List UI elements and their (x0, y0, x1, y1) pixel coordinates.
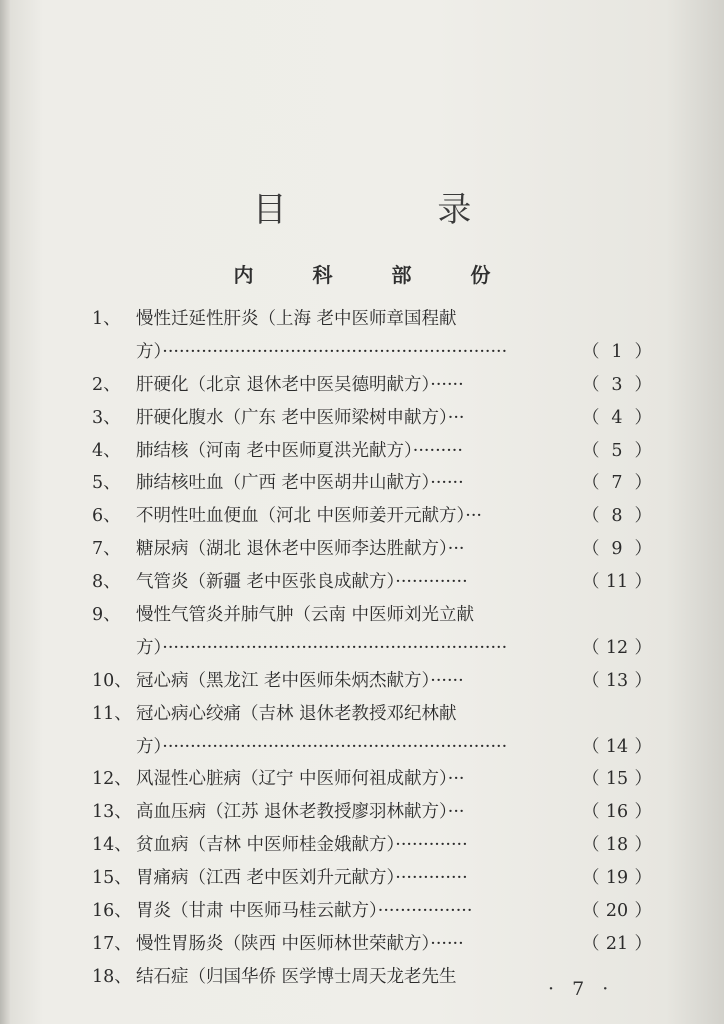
toc-entry-line (92, 895, 652, 928)
toc-entry-line (92, 665, 652, 698)
toc-entry-line (92, 731, 652, 764)
toc-entry-page: （ 21 ） (582, 933, 652, 954)
toc-entry-line (92, 402, 652, 435)
toc-entry-text: 糖尿病（湖北 退休老中医师李达胜献方）··· (136, 539, 465, 560)
toc-entry-number: 6、 (92, 506, 121, 527)
toc-entry-text: 慢性气管炎并肺气肿（云南 中医师刘光立献 (136, 605, 475, 626)
toc-entry-line (92, 928, 652, 961)
toc-entry-page: （ 16 ） (582, 802, 652, 823)
table-of-contents (92, 303, 652, 994)
toc-entry-number: 5、 (92, 473, 121, 494)
toc-entry-page: （ 14 ） (582, 736, 652, 757)
toc-entry-page: （ 18 ） (582, 835, 652, 856)
toc-entry-line (92, 500, 652, 533)
toc-entry-text: 结石症（归国华侨 医学博士周天龙老先生 (136, 966, 457, 987)
toc-entry-text: 肺结核吐血（广西 老中医胡井山献方）······ (136, 473, 464, 494)
toc-entry-text: 冠心病（黑龙江 老中医师朱炳杰献方）······ (136, 670, 464, 691)
toc-entry-number: 17、 (92, 933, 132, 954)
toc-entry-page: （ 8 ） (582, 506, 652, 527)
toc-entry-line (92, 435, 652, 468)
toc-entry-number: 12、 (92, 769, 132, 790)
toc-entry-line (92, 566, 652, 599)
toc-entry-page: （ 4 ） (582, 407, 652, 428)
toc-entry-page: （ 7 ） (582, 473, 652, 494)
toc-entry-number: 16、 (92, 901, 132, 922)
toc-entry-page: （ 9 ） (582, 539, 652, 560)
page-title: 目 录 (252, 190, 542, 230)
toc-entry-number: 4、 (92, 440, 121, 461)
toc-entry-page: （ 5 ） (582, 440, 652, 461)
toc-entry-line (92, 336, 652, 369)
toc-entry-text: 不明性吐血便血（河北 中医师姜开元献方）··· (136, 506, 482, 527)
toc-entry-page: （ 19 ） (582, 868, 652, 889)
toc-entry-text: 气管炎（新疆 老中医张良成献方）············· (136, 572, 468, 593)
toc-entry-number: 3、 (92, 407, 121, 428)
toc-entry-line (92, 369, 652, 402)
toc-entry-line (92, 533, 652, 566)
toc-entry-number: 11、 (92, 703, 132, 724)
toc-entry-page: （ 13 ） (582, 670, 652, 691)
toc-entry-text: 胃痛病（江西 老中医刘升元献方）············· (136, 868, 468, 889)
toc-entry-page: （ 11 ） (582, 572, 652, 593)
toc-entry-page: （ 1 ） (582, 341, 652, 362)
toc-entry-text: 方）······························································ (136, 341, 508, 362)
toc-entry-page: （ 12 ） (582, 637, 652, 658)
section-heading: 内 科 部 份 (233, 263, 517, 287)
toc-entry-line (92, 467, 652, 500)
toc-entry-text: 慢性迁延性肝炎（上海 老中医师章国程献 (136, 309, 457, 329)
toc-entry-line (92, 796, 652, 829)
toc-entry-line (92, 632, 652, 665)
toc-entry-number: 18、 (92, 966, 132, 987)
toc-entry-number: 13、 (92, 802, 132, 823)
toc-entry-line (92, 829, 652, 862)
toc-entry-number: 2、 (92, 374, 121, 395)
toc-entry-text: 方）······························································ (136, 736, 508, 757)
toc-entry-number: 15、 (92, 868, 132, 889)
toc-entry-line (92, 698, 652, 731)
toc-entry-number: 7、 (92, 539, 121, 560)
book-spine-shadow (0, 0, 10, 1024)
page-number: · 7 · (548, 978, 615, 1000)
toc-entry-number: 14、 (92, 835, 132, 856)
toc-entry-page: （ 3 ） (582, 374, 652, 395)
toc-entry-text: 高血压病（江苏 退休老教授廖羽林献方）··· (136, 802, 465, 823)
toc-entry-line (92, 862, 652, 895)
toc-entry-text: 贫血病（吉林 中医师桂金娥献方）············· (136, 835, 468, 856)
toc-entry-line (92, 303, 652, 336)
toc-entry-text: 肝硬化（北京 退休老中医吴德明献方）······ (136, 374, 464, 395)
toc-entry-line (92, 763, 652, 796)
toc-entry-text: 肺结核（河南 老中医师夏洪光献方）········· (136, 440, 463, 461)
toc-entry-text: 胃炎（甘肃 中医师马桂云献方）················· (136, 901, 473, 922)
toc-entry-page: （ 20 ） (582, 901, 652, 922)
toc-entry-text: 冠心病心绞痛（吉林 退休老教授邓纪林献 (136, 703, 457, 724)
toc-entry-text: 方）······························································ (136, 637, 508, 658)
toc-entry-number: 1、 (92, 309, 121, 329)
toc-entry-text: 肝硬化腹水（广东 老中医师梁树申献方）··· (136, 407, 465, 428)
toc-entry-text: 慢性胃肠炎（陕西 中医师林世荣献方）······ (136, 933, 464, 954)
toc-entry-line (92, 599, 652, 632)
toc-entry-number: 10、 (92, 670, 132, 691)
toc-entry-number: 9、 (92, 605, 121, 626)
toc-entry-number: 8、 (92, 572, 121, 593)
toc-entry-page: （ 15 ） (582, 769, 652, 790)
toc-entry-text: 风湿性心脏病（辽宁 中医师何祖成献方）··· (136, 769, 465, 790)
